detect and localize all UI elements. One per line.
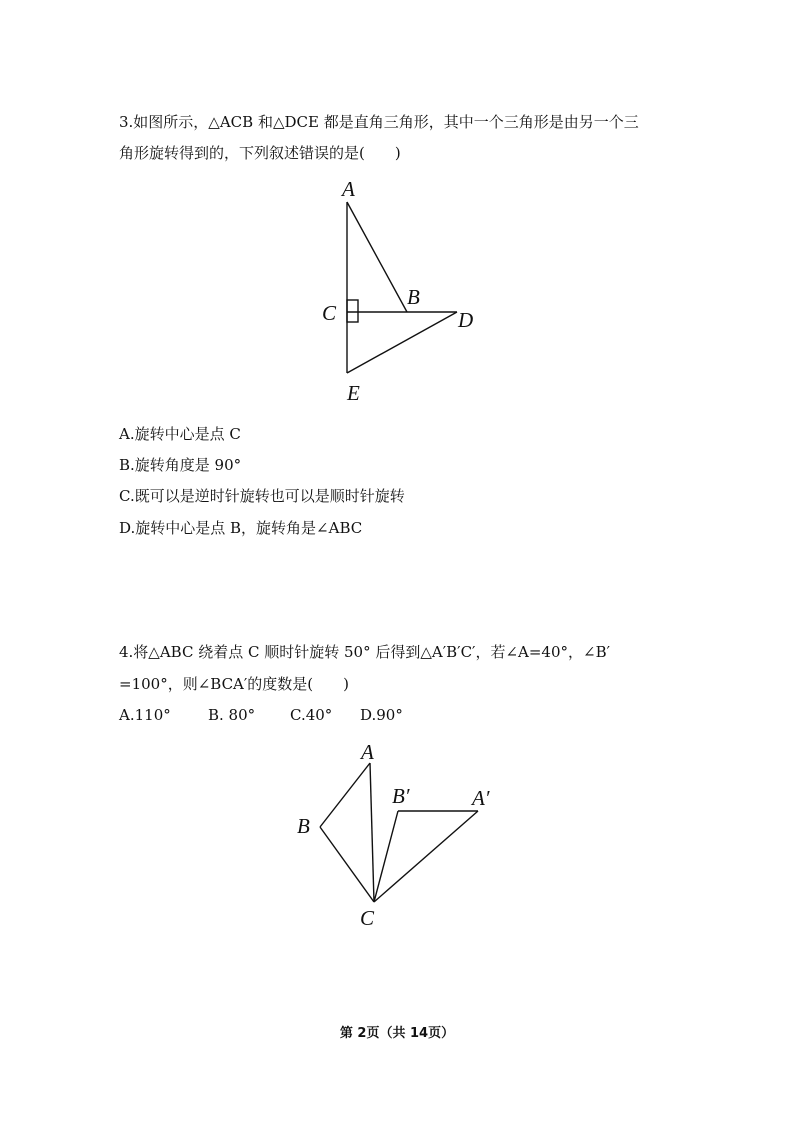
q3-right-angle-mark xyxy=(347,300,358,322)
q4-segment-BC xyxy=(320,827,374,902)
q3-option-a: A.旋转中心是点 C xyxy=(119,425,241,443)
q4-label-B: B xyxy=(297,814,310,838)
q3-label-D: D xyxy=(458,308,474,332)
q3-label-C: C xyxy=(322,301,337,325)
q4-stem-line-1: 4.将△ABC 绕着点 C 顺时针旋转 50° 后得到△A′B′C′，若∠A=40°，∠B′ xyxy=(119,643,611,661)
q4-label-B-prime: B′ xyxy=(392,784,410,808)
q4-figure xyxy=(290,735,520,935)
q4-segment-AC xyxy=(370,763,374,902)
q4-segment-BpC xyxy=(374,811,398,902)
q4-option-d: D.90° xyxy=(360,706,403,724)
q3-segment-AB xyxy=(347,202,407,312)
q3-label-A: A xyxy=(342,177,355,201)
q4-label-A: A xyxy=(361,740,374,764)
q4-segment-ApC xyxy=(374,811,478,902)
q4-option-b: B. 80° xyxy=(208,706,256,724)
q3-option-d: D.旋转中心是点 B，旋转角是∠ABC xyxy=(119,519,363,537)
q4-segment-AB xyxy=(320,763,370,827)
q4-label-C: C xyxy=(360,906,375,930)
q3-stem-line-1: 3.如图所示，△ACB 和△DCE 都是直角三角形，其中一个三角形是由另一个三 xyxy=(119,113,639,131)
q3-segment-DE xyxy=(347,312,457,373)
q4-option-c: C.40° xyxy=(290,706,333,724)
q3-option-c: C.既可以是逆时针旋转也可以是顺时针旋转 xyxy=(119,487,405,505)
q3-label-B: B xyxy=(407,285,420,309)
page-number: 第 2页（共 14页） xyxy=(339,1026,455,1041)
q4-stem-line-2: =100°，则∠BCA′的度数是( ) xyxy=(119,675,349,693)
q3-label-E: E xyxy=(347,381,360,405)
q4-option-a: A.110° xyxy=(119,706,171,724)
q3-figure xyxy=(310,170,500,410)
q3-option-b: B.旋转角度是 90° xyxy=(119,456,242,474)
q4-label-A-prime: A′ xyxy=(472,786,490,810)
q3-stem-line-2: 角形旋转得到的，下列叙述错误的是( ) xyxy=(119,144,401,162)
